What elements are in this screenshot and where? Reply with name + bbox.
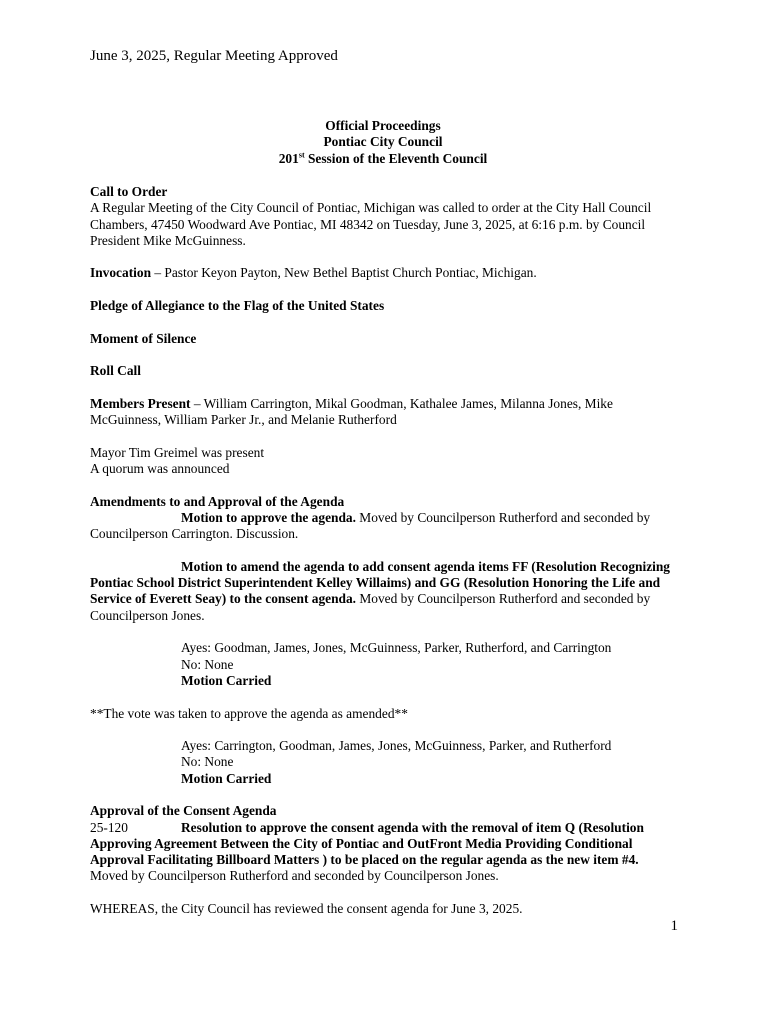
members-present-text: – William Carrington, Mikal Goodman, Kathalee James, Milanna Jones, Mike McGuinness, William Parker Jr., and Melanie Rutherford — [90, 395, 613, 428]
document-body — [90, 184, 676, 917]
moment-of-silence-heading: Moment of Silence — [90, 330, 197, 346]
amended-vote-note: **The vote was taken to approve the agenda as amended** — [90, 705, 408, 721]
consent-agenda-heading: Approval of the Consent Agenda — [90, 803, 277, 819]
session-superscript: st — [298, 150, 305, 160]
motion-approve-bold: Motion to approve the agenda. — [181, 509, 356, 525]
whereas-text: WHEREAS, the City Council has reviewed the consent agenda for June 3, 2025. — [90, 901, 523, 917]
call-to-order-text: A Regular Meeting of the City Council of Pontiac, Michigan was called to order at the City Hall Council Chambers, 47450 Woodward Ave Pontiac, MI 48342 on Tuesday, June 3, 2025, at 6:16 p.m. by Council President Mike McGuinness. — [90, 200, 652, 248]
quorum-text: A quorum was announced — [90, 461, 230, 477]
vote-2-result: Motion Carried — [181, 770, 272, 786]
consent-resolution — [90, 820, 676, 869]
mayor-present-text: Mayor Tim Greimel was present — [90, 444, 265, 460]
invocation-heading: Invocation — [90, 265, 152, 281]
motion-amend-agenda — [90, 559, 676, 624]
members-present-paragraph — [90, 396, 676, 429]
call-to-order-heading: Call to Order — [90, 184, 168, 199]
session-rest: Session of the Eleventh Council — [304, 150, 488, 166]
vote-1-result: Motion Carried — [181, 672, 272, 688]
vote-1-nays: No: None — [181, 656, 234, 672]
title-line-2: Pontiac City Council — [323, 134, 443, 150]
motion-approve-text: Moved by Councilperson Rutherford and seconded by Councilperson Carrington. Discussion. — [90, 509, 651, 542]
title-line-1: Official Proceedings — [325, 118, 441, 133]
resolution-number: 25-120 — [90, 819, 128, 835]
vote-1-ayes: Ayes: Goodman, James, Jones, McGuinness, Parker, Rutherford, and Carrington — [181, 640, 612, 656]
members-present-heading: Members Present — [90, 395, 191, 411]
motion-amend-bold: Motion to amend the agenda to add consent agenda items FF (Resolution Recognizing Pontiac School District Superintendent Kelley Willaims) and GG (Resolution Honoring the Life and Service of Everett Seay) to the consent agenda. — [90, 558, 670, 607]
title-line-3 — [90, 151, 676, 167]
vote-2-nays: No: None — [181, 754, 234, 770]
motion-amend-text: Moved by Councilperson Rutherford and seconded by Councilperson Jones. — [90, 591, 651, 623]
roll-call-heading: Roll Call — [90, 363, 141, 379]
pledge-heading: Pledge of Allegiance to the Flag of the United States — [90, 298, 385, 314]
page-header: June 3, 2025, Regular Meeting Approved — [90, 48, 338, 64]
consent-moved-text: Moved by Councilperson Rutherford and seconded by Councilperson Jones. — [90, 868, 499, 884]
amendments-heading: Amendments to and Approval of the Agenda — [90, 493, 345, 509]
invocation-paragraph — [90, 265, 676, 281]
invocation-text: – Pastor Keyon Payton, New Bethel Baptist Church Pontiac, Michigan. — [151, 265, 537, 281]
vote-2-ayes: Ayes: Carrington, Goodman, James, Jones, McGuinness, Parker, and Rutherford — [181, 738, 612, 754]
session-number: 201 — [278, 150, 299, 166]
motion-approve-agenda — [90, 510, 676, 543]
page-number: 1 — [670, 918, 678, 934]
title-block — [90, 118, 676, 167]
consent-resolution-bold: Resolution to approve the consent agenda with the removal of item Q (Resolution Approving Agreement Between the City of Pontiac and OutFront Media Providing Conditional Approval Facilitating Billboard Matters ) to be placed on the regular agenda as the new item #4. — [90, 819, 644, 868]
